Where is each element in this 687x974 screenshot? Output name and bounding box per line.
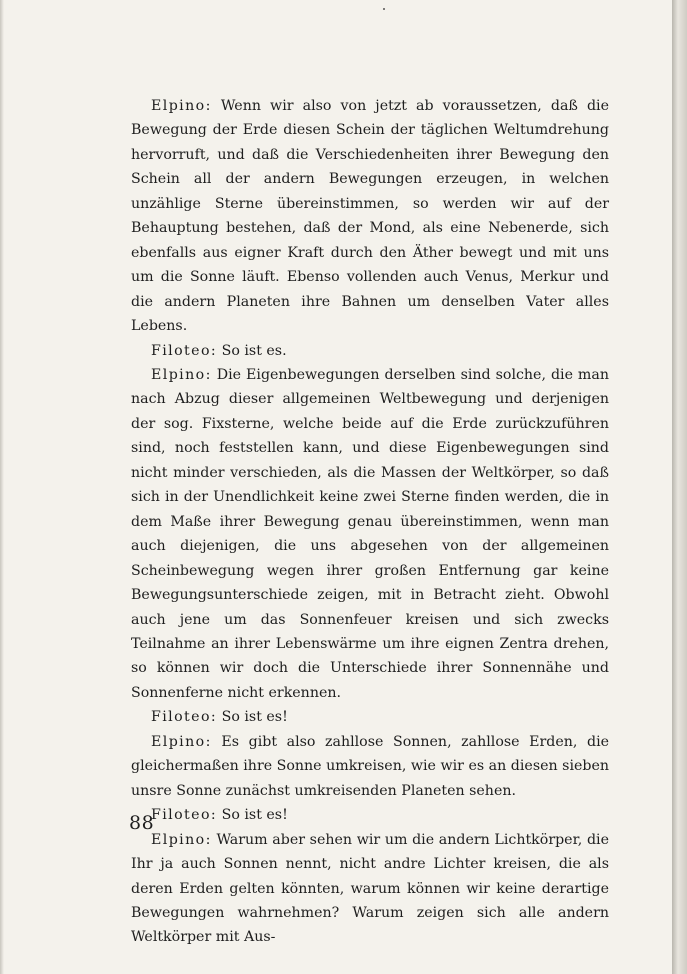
dialogue-paragraph	[131, 828, 609, 950]
dialogue-paragraph	[131, 363, 609, 705]
dialogue-text: Die Eigenbewegungen derselben sind solche, die man nach Abzug dieser allgemeinen Weltbewegung und derjenigen der sog. Fixsterne, welche beide auf die Erde zurückzuführen sind, noch feststellen kann, und diese Eigenbewegungen sind nicht minder verschieden, als die Massen der Weltkörper, so daß sich in der Unendlichkeit keine zwei Sterne finden werden, die in dem Maße ihrer Bewegung genau übereinstimmen, wenn man auch diejenigen, die uns abgesehen von der allgemeinen Scheinbewegung wegen ihrer großen Entfernung gar keine Bewegungsunterschiede zeigen, mit in Betracht zieht. Obwohl auch jene um das Sonnenfeuer kreisen und sich zwecks Teilnahme an ihrer Lebenswärme um ihre eignen Zentra drehen, so können wir doch die Unterschiede ihrer Sonnennähe und Sonnenferne nicht erkennen.	[131, 366, 609, 701]
dialogue-text: So ist es!	[221, 807, 288, 824]
book-edge	[672, 0, 687, 974]
dialogue-paragraph	[131, 339, 609, 363]
speaker-name: Elpino:	[151, 733, 212, 750]
speaker-name: Elpino:	[151, 831, 212, 848]
speaker-name: Filoteo:	[151, 709, 218, 726]
dialogue-paragraph	[131, 94, 609, 339]
paper-speck	[383, 8, 385, 10]
page-number: 88	[129, 812, 155, 834]
dialogue-text: Wenn wir also von jetzt ab voraussetzen, daß die Bewegung der Erde diesen Schein der täglichen Weltumdrehung hervorruft, und daß die Verschiedenheiten ihrer Bewegung den Schein all der andern Bewegungen erzeugen, in welchen unzählige Sterne übereinstimmen, so werden wir auf der Behauptung bestehen, daß der Mond, als eine Nebenerde, sich ebenfalls aus eigner Kraft durch den Äther bewegt und mit uns um die Sonne läuft. Ebenso vollenden auch Venus, Merkur und die andern Planeten ihre Bahnen um denselben Vater alles Lebens.	[131, 98, 609, 335]
speaker-name: Elpino:	[151, 366, 212, 383]
dialogue-text: Es gibt also zahllose Sonnen, zahllose Erden, die gleichermaßen ihre Sonne umkreisen, wie wir es an diesen sieben unsre Sonne zunächst umkreisenden Planeten sehen.	[131, 733, 610, 799]
dialogue-paragraph	[131, 730, 609, 803]
speaker-name: Filoteo:	[151, 342, 218, 359]
speaker-name: Filoteo:	[151, 807, 218, 824]
dialogue-paragraph	[131, 803, 609, 827]
page-fold-shadow	[0, 0, 4, 974]
dialogue-text: So ist es.	[221, 342, 287, 359]
page-body-text	[131, 94, 609, 950]
dialogue-text: Warum aber sehen wir um die andern Lichtkörper, die Ihr ja auch Sonnen nennt, nicht andre Lichter kreisen, die als deren Erden gelten könnten, warum können wir keine derartige Bewegungen wahrnehmen? Warum zeigen sich alle andern Weltkörper mit Aus-	[131, 831, 609, 946]
dialogue-paragraph	[131, 705, 609, 729]
dialogue-text: So ist es!	[221, 709, 288, 726]
speaker-name: Elpino:	[151, 98, 212, 114]
